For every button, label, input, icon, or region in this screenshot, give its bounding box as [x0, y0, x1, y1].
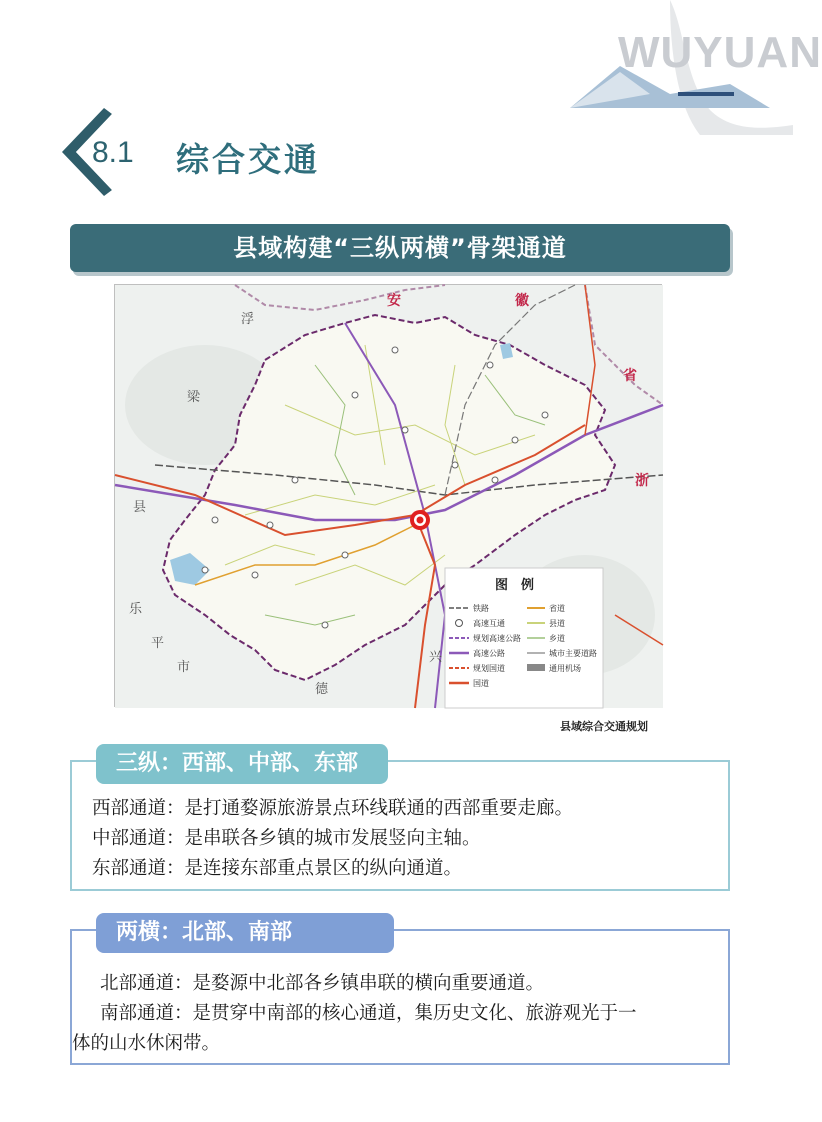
three-vertical-box [70, 751, 730, 891]
map-label-sheng: 省 [623, 368, 637, 384]
section-number: 8.1 [92, 136, 134, 169]
paragraph-line: 中部通道：是串联各乡镇的城市发展竖向主轴。 [92, 828, 481, 849]
legend-item-left: 铁路 [473, 604, 489, 613]
legend-item-left: 高速互通 [473, 619, 505, 628]
legend-item-right: 乡道 [549, 634, 565, 643]
section-title: 综合交通 [176, 140, 320, 179]
paragraph-line: 北部通道：是婺源中北部各乡镇串联的横向重要通道。 [100, 973, 545, 994]
legend-item-right: 省道 [549, 604, 565, 613]
three-vertical-text [92, 794, 718, 884]
legend-item-right: 县道 [549, 619, 565, 628]
legend-title: 图 例 [495, 578, 535, 593]
legend-item-left: 规划高速公路 [473, 634, 521, 643]
three-vertical-tab: 三纵：西部、中部、东部 [96, 744, 388, 784]
map-label-fu: 浮 [241, 312, 255, 327]
map-label-xian: 县 [133, 500, 147, 515]
paragraph-line: 西部通道：是打通婺源旅游景点环线联通的西部重要走廊。 [92, 798, 574, 819]
map-label-xing: 兴 [429, 650, 443, 665]
map-label-liang: 梁 [187, 390, 201, 405]
legend-item-left: 高速公路 [473, 649, 505, 658]
title-banner [70, 224, 730, 272]
map-label-ping: 平 [151, 636, 165, 651]
legend-item-left: 国道 [473, 679, 489, 688]
wuyuan-logo [560, 0, 822, 135]
map-graphic [115, 285, 663, 708]
section-heading [56, 100, 356, 200]
two-horizontal-text [72, 969, 716, 1059]
legend-item-left: 规划国道 [473, 664, 505, 673]
legend-item-right: 城市主要道路 [549, 649, 597, 658]
two-horizontal-box [70, 920, 730, 1065]
banner-title: 县域构建“三纵两横”骨架通道 [233, 234, 567, 262]
legend-item-right: 通用机场 [549, 664, 581, 673]
paragraph-line: 南部通道：是贯穿中南部的核心通道，集历史文化、旅游观光于一 [100, 1003, 637, 1024]
paragraph-line: 体的山水休闲带。 [72, 1033, 221, 1054]
two-horizontal-tab: 两横：北部、南部 [96, 913, 394, 953]
map-label-shi: 市 [177, 660, 191, 675]
logo-text: WUYUAN [618, 28, 822, 77]
traffic-map [114, 284, 662, 707]
map-caption: 县域综合交通规划 [560, 720, 648, 733]
map-label-an: 安 [387, 293, 401, 309]
map-label-hui: 徽 [515, 293, 529, 309]
paragraph-line: 东部通道：是连接东部重点景区的纵向通道。 [92, 858, 463, 879]
map-label-le: 乐 [129, 602, 143, 617]
map-label-zhe: 浙 [635, 473, 649, 489]
map-label-de: 德 [315, 682, 329, 697]
